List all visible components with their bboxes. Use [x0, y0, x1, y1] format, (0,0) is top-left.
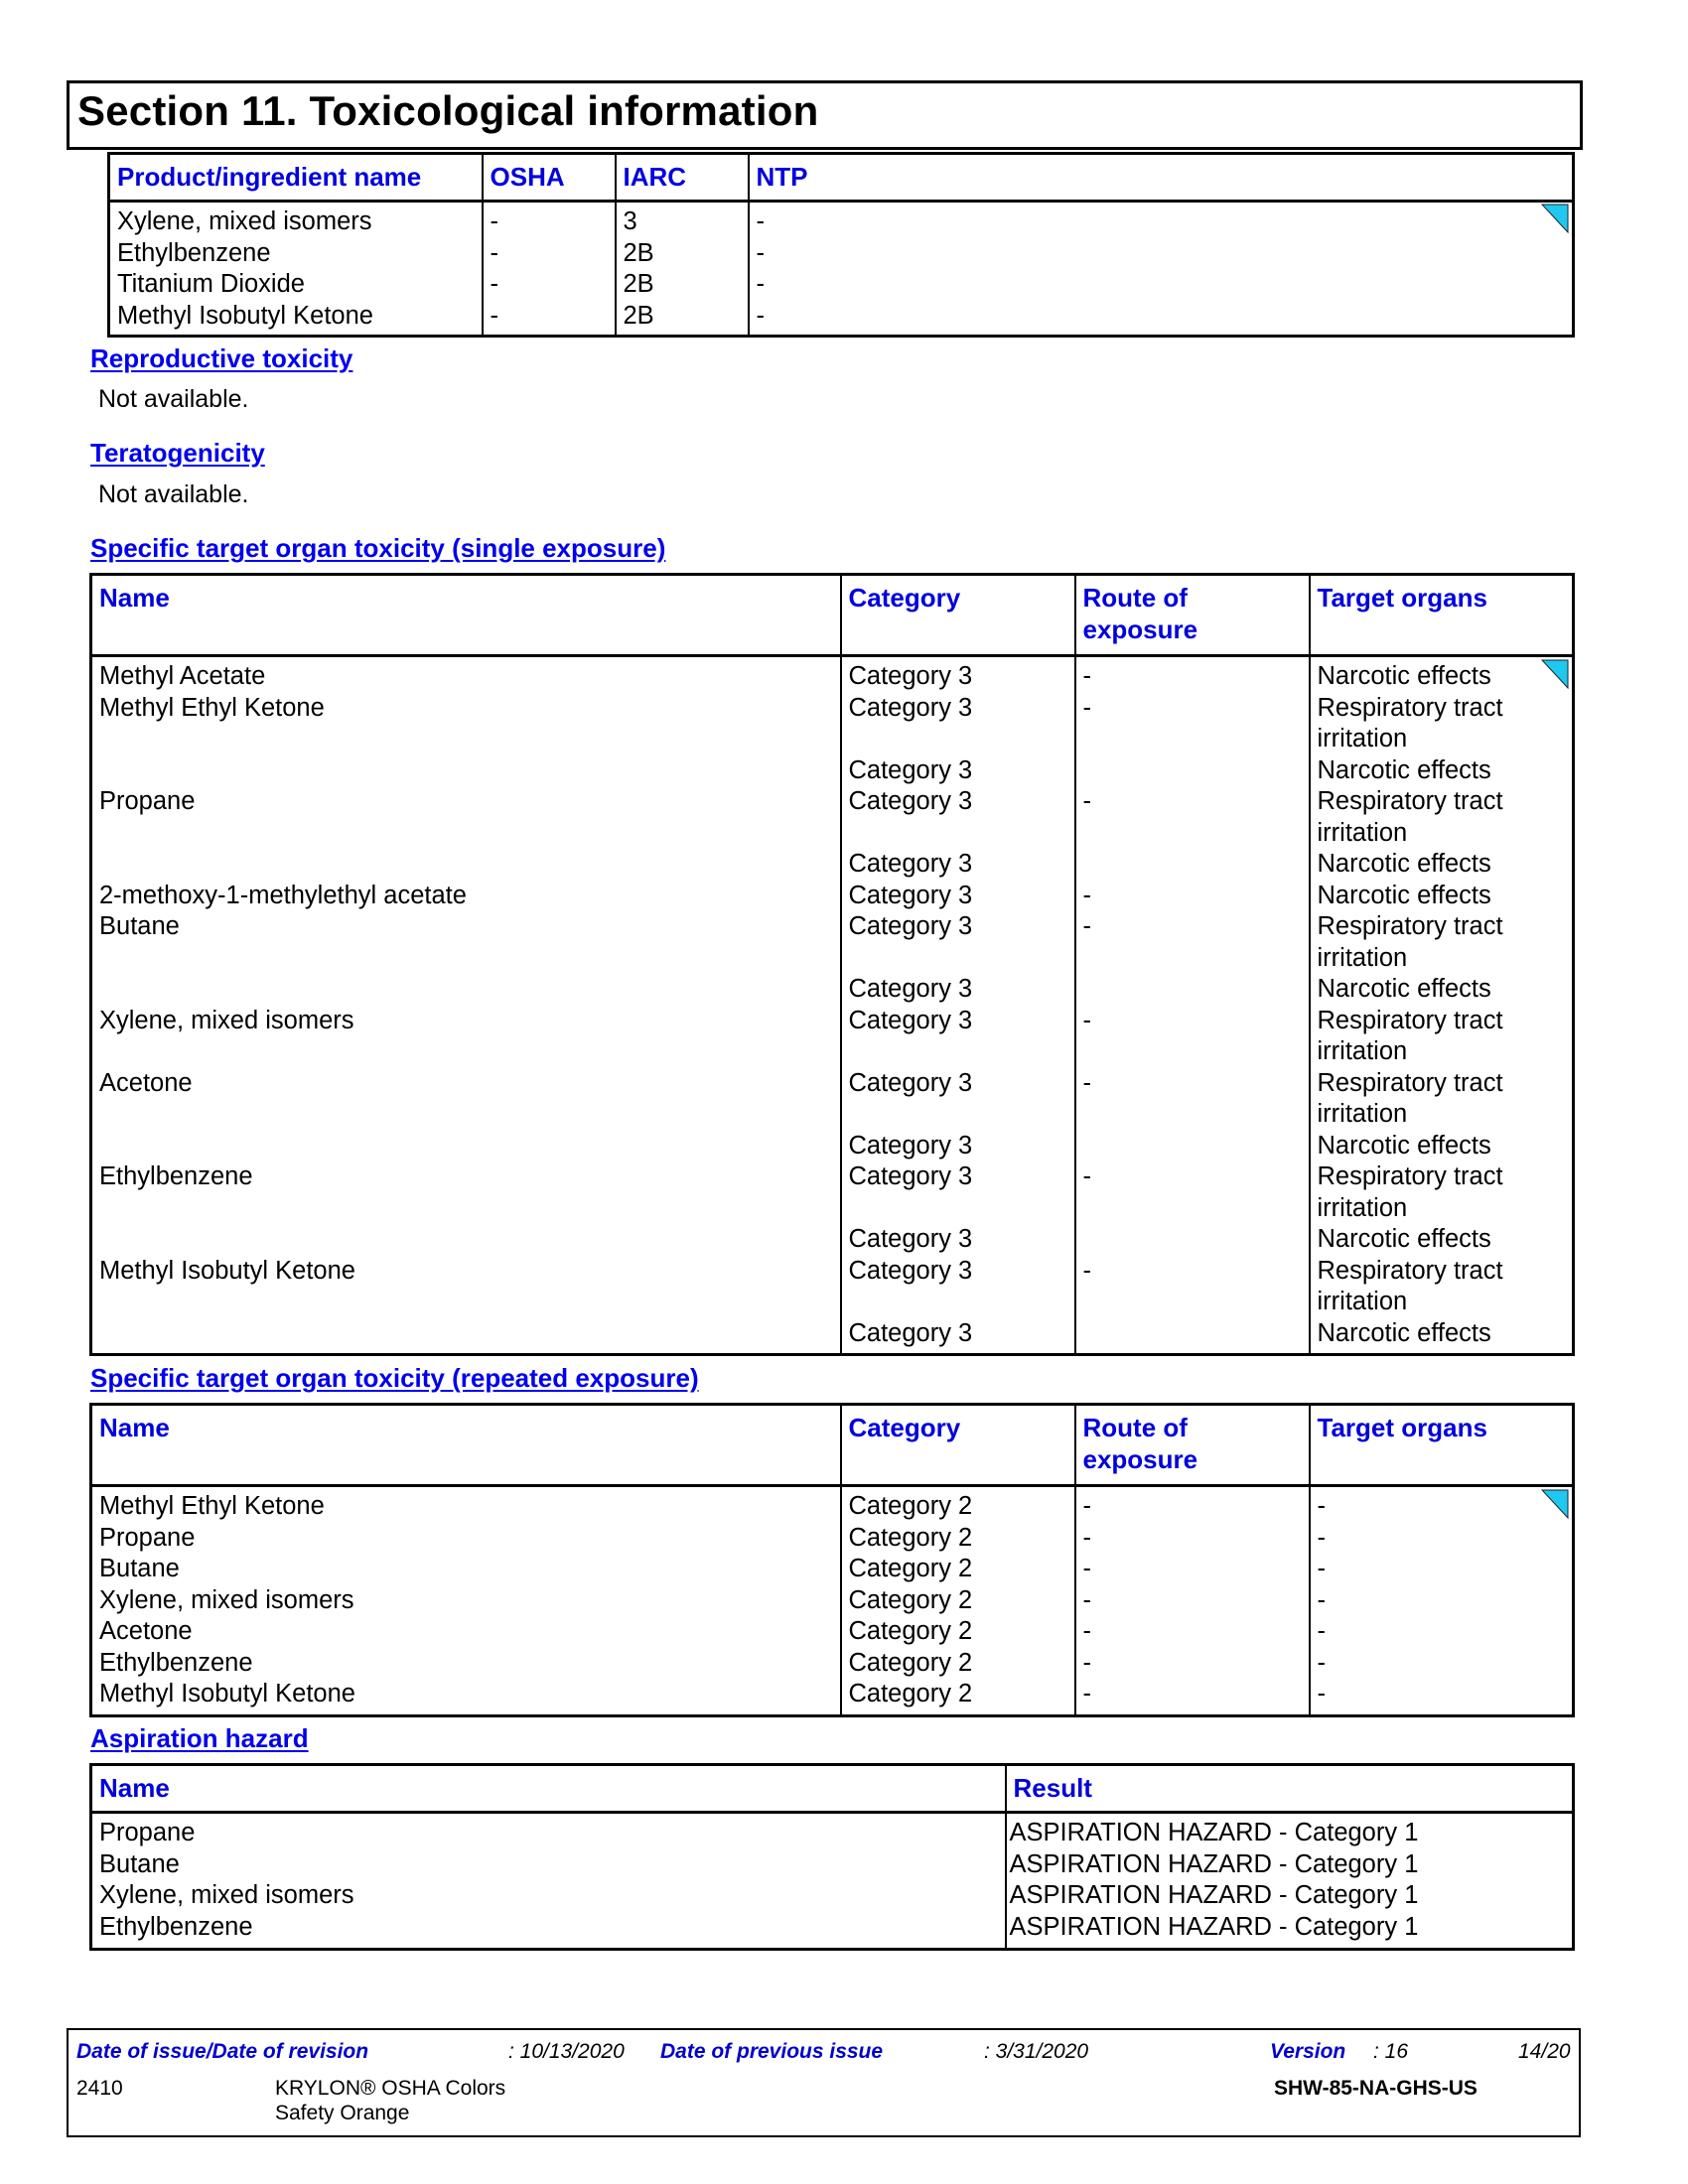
name-line: Methyl Ethyl Ketone	[99, 693, 325, 722]
name-line	[99, 1036, 835, 1068]
route-line: -	[1082, 1006, 1091, 1034]
table-row: Ethylbenzene	[117, 238, 271, 267]
name-line: Ethylbenzene	[99, 1912, 253, 1941]
category-line: Category 3	[848, 912, 973, 940]
target-line: irritation	[1317, 1037, 1408, 1065]
name-line	[99, 974, 835, 1006]
name-line: Xylene, mixed isomers	[99, 1881, 354, 1909]
target-line: Narcotic effects	[1317, 850, 1491, 878]
name-line: Butane	[99, 1555, 180, 1582]
page-footer	[67, 2028, 1581, 2137]
name-line	[99, 1318, 835, 1350]
route-line	[1083, 1318, 1304, 1350]
route-line: -	[1082, 1555, 1091, 1582]
category-line	[849, 1036, 1069, 1068]
category-line: Category 3	[848, 881, 973, 909]
route-line: -	[1082, 1523, 1091, 1552]
reproductive-toxicity-heading: Reproductive toxicity	[90, 343, 353, 373]
aspiration-hazard-heading: Aspiration hazard	[90, 1723, 309, 1753]
reproductive-toxicity-text: Not available.	[98, 385, 249, 413]
route-header-line: exposure	[1082, 1444, 1198, 1474]
category-line: Category 3	[848, 1162, 973, 1190]
ntp-cell	[749, 202, 1574, 337]
name-line: Xylene, mixed isomers	[99, 1006, 354, 1034]
target-line: Narcotic effects	[1317, 1225, 1491, 1253]
table-row: Methyl Isobutyl Ketone	[117, 301, 373, 330]
iarc-value: 2B	[623, 238, 654, 267]
route-line: -	[1082, 662, 1091, 690]
target-line: Narcotic effects	[1317, 662, 1491, 690]
category-line	[849, 943, 1069, 975]
target-line: -	[1317, 1648, 1326, 1677]
stot-single-heading: Specific target organ toxicity (single exposure)	[90, 533, 666, 563]
osha-value: -	[490, 207, 498, 235]
category-line: Category 2	[848, 1648, 973, 1677]
col-header-osha: OSHA	[483, 154, 616, 202]
category-line	[849, 1099, 1069, 1131]
target-line: Respiratory tract	[1317, 693, 1503, 722]
col-header-product-name: Product/ingredient name	[109, 154, 483, 202]
name-line: Methyl Isobutyl Ketone	[99, 1680, 355, 1707]
category-line: Category 3	[848, 1225, 973, 1253]
target-line: irritation	[1317, 943, 1408, 972]
target-line: Respiratory tract	[1317, 1068, 1503, 1097]
result-column	[1006, 1813, 1574, 1950]
name-line: Propane	[99, 1523, 196, 1552]
target-line: Respiratory tract	[1317, 1162, 1503, 1190]
osha-value: -	[490, 301, 498, 330]
section-header-box	[67, 80, 1583, 150]
target-line: Respiratory tract	[1317, 787, 1503, 815]
osha-value: -	[490, 238, 498, 267]
date-of-issue-label: Date of issue/Date of revision	[76, 2040, 369, 2063]
category-line: Category 2	[848, 1680, 973, 1707]
target-line: Narcotic effects	[1317, 755, 1491, 784]
col-header-name: Name	[91, 575, 841, 656]
version-label: Version	[1270, 2040, 1346, 2063]
route-line: -	[1082, 1256, 1091, 1285]
category-line: Category 3	[848, 1068, 973, 1097]
route-line: -	[1082, 881, 1091, 909]
name-line	[99, 1099, 835, 1131]
target-line: Narcotic effects	[1317, 975, 1491, 1003]
route-line	[1083, 1224, 1304, 1256]
stot-single-table	[89, 573, 1575, 1356]
route-header-line: exposure	[1082, 614, 1198, 644]
aspiration-hazard-table	[89, 1763, 1575, 1951]
col-header-category: Category	[841, 575, 1075, 656]
category-line: Category 3	[848, 850, 973, 878]
result-line: ASPIRATION HAZARD - Category 1	[1009, 1819, 1419, 1846]
osha-value: -	[490, 270, 498, 298]
target-line: irritation	[1317, 725, 1408, 752]
osha-cell	[483, 202, 616, 337]
stot-repeated-heading: Specific target organ toxicity (repeated exposure)	[90, 1363, 699, 1393]
route-line: -	[1082, 693, 1091, 722]
table-row: Titanium Dioxide	[117, 270, 305, 298]
name-line: Methyl Acetate	[99, 662, 266, 690]
route-line	[1083, 755, 1304, 787]
target-line: -	[1317, 1680, 1326, 1707]
product-name: KRYLON® OSHA Colors	[275, 2077, 506, 2100]
ntp-value: -	[756, 238, 765, 267]
carcinogenicity-table	[107, 152, 1575, 338]
section-title: Section 11. Toxicological information	[77, 87, 819, 134]
ingredient-name-cell	[109, 202, 483, 337]
col-header-ntp: NTP	[749, 154, 1574, 202]
category-line	[849, 1287, 1069, 1318]
target-line: -	[1317, 1555, 1326, 1582]
target-line: irritation	[1317, 818, 1408, 847]
version-value: : 16	[1373, 2040, 1409, 2063]
route-line	[1083, 974, 1304, 1006]
ntp-value: -	[756, 301, 765, 330]
category-line: Category 3	[848, 662, 973, 690]
iarc-value: 3	[623, 207, 637, 235]
category-line: Category 3	[848, 1131, 973, 1160]
name-line: 2-methoxy-1-methylethyl acetate	[99, 881, 467, 909]
target-line: irritation	[1317, 1288, 1408, 1315]
target-line: Narcotic effects	[1317, 881, 1491, 909]
col-header-name: Name	[91, 1765, 1006, 1813]
category-line	[849, 1193, 1069, 1225]
name-column	[91, 1486, 841, 1716]
name-line	[99, 755, 835, 787]
target-line: -	[1317, 1523, 1326, 1552]
category-line: Category 2	[848, 1585, 973, 1614]
name-line: Butane	[99, 912, 180, 940]
route-line: -	[1082, 1585, 1091, 1614]
route-line: -	[1082, 1617, 1091, 1645]
date-of-previous-issue-label: Date of previous issue	[660, 2040, 884, 2063]
target-line: Respiratory tract	[1317, 1006, 1503, 1034]
route-line: -	[1082, 1162, 1091, 1190]
category-line: Category 3	[848, 1006, 973, 1034]
route-line: -	[1082, 787, 1091, 815]
name-line	[99, 1224, 835, 1256]
category-line: Category 2	[848, 1555, 973, 1582]
iarc-value: 2B	[623, 270, 654, 298]
target-line: irritation	[1317, 1100, 1408, 1128]
name-line	[99, 1193, 835, 1225]
iarc-cell	[616, 202, 749, 337]
col-header-target-organs: Target organs	[1310, 1405, 1574, 1486]
target-line: irritation	[1317, 1193, 1408, 1222]
route-line: -	[1082, 1648, 1091, 1677]
route-line	[1083, 1287, 1304, 1318]
name-column	[91, 656, 841, 1355]
name-line: Propane	[99, 787, 196, 815]
route-line: -	[1082, 1492, 1091, 1520]
document-code: SHW-85-NA-GHS-US	[1274, 2077, 1477, 2100]
category-column	[841, 1486, 1075, 1716]
target-line: -	[1317, 1585, 1326, 1614]
col-header-route	[1075, 575, 1310, 656]
route-column	[1075, 656, 1310, 1355]
name-line	[99, 943, 835, 975]
col-header-route	[1075, 1405, 1310, 1486]
route-line: -	[1082, 1680, 1091, 1707]
name-line: Acetone	[99, 1617, 193, 1645]
target-line: Respiratory tract	[1317, 912, 1503, 940]
category-line	[849, 724, 1069, 755]
name-line	[99, 1131, 835, 1162]
name-column	[91, 1813, 1006, 1950]
name-line: Methyl Ethyl Ketone	[99, 1492, 325, 1520]
category-column	[841, 656, 1075, 1355]
name-line	[99, 724, 835, 755]
route-line: -	[1082, 912, 1091, 940]
category-line: Category 3	[848, 1318, 973, 1347]
category-line: Category 3	[848, 693, 973, 722]
name-line	[99, 1287, 835, 1318]
target-line: Respiratory tract	[1317, 1256, 1503, 1285]
product-code: 2410	[76, 2077, 123, 2100]
teratogenicity-heading: Teratogenicity	[90, 438, 265, 468]
date-of-issue-value: : 10/13/2020	[508, 2040, 625, 2063]
route-line	[1083, 849, 1304, 881]
stot-repeated-table	[89, 1403, 1575, 1717]
target-organs-column	[1310, 1486, 1574, 1716]
route-line: -	[1082, 1068, 1091, 1097]
category-line: Category 3	[848, 787, 973, 815]
result-line: ASPIRATION HAZARD - Category 1	[1009, 1912, 1419, 1941]
route-line	[1083, 818, 1304, 850]
route-line	[1083, 943, 1304, 975]
name-line	[99, 849, 835, 881]
category-line: Category 3	[848, 1256, 973, 1285]
ntp-value: -	[756, 270, 765, 298]
teratogenicity-text: Not available.	[98, 480, 249, 508]
name-line	[99, 818, 835, 850]
route-line	[1083, 1099, 1304, 1131]
category-line: Category 2	[848, 1523, 973, 1552]
category-line: Category 2	[848, 1492, 973, 1520]
route-header-line: Route of	[1082, 583, 1188, 613]
col-header-result: Result	[1006, 1765, 1574, 1813]
category-line	[849, 818, 1069, 850]
result-line: ASPIRATION HAZARD - Category 1	[1009, 1881, 1419, 1909]
target-line: Narcotic effects	[1317, 1318, 1491, 1347]
name-line: Propane	[99, 1819, 196, 1846]
col-header-category: Category	[841, 1405, 1075, 1486]
col-header-target-organs: Target organs	[1310, 575, 1574, 656]
name-line: Ethylbenzene	[99, 1648, 253, 1677]
target-line: Narcotic effects	[1317, 1131, 1491, 1160]
target-line: -	[1317, 1492, 1326, 1520]
product-variant: Safety Orange	[275, 2102, 410, 2124]
name-line: Butane	[99, 1849, 180, 1878]
route-line	[1083, 724, 1304, 755]
route-column	[1075, 1486, 1310, 1716]
category-line: Category 3	[848, 755, 973, 784]
name-line: Ethylbenzene	[99, 1162, 253, 1190]
ntp-value: -	[756, 207, 765, 235]
route-line	[1083, 1036, 1304, 1068]
category-line: Category 2	[848, 1617, 973, 1645]
target-line: -	[1317, 1617, 1326, 1645]
target-organs-column	[1310, 656, 1574, 1355]
name-line: Xylene, mixed isomers	[99, 1585, 354, 1614]
route-line	[1083, 1193, 1304, 1225]
result-line: ASPIRATION HAZARD - Category 1	[1009, 1849, 1419, 1878]
iarc-value: 2B	[623, 301, 654, 330]
name-line: Methyl Isobutyl Ketone	[99, 1256, 355, 1285]
page-number: 14/20	[1518, 2040, 1571, 2063]
route-line	[1083, 1131, 1304, 1162]
category-line: Category 3	[848, 975, 973, 1003]
col-header-iarc: IARC	[616, 154, 749, 202]
col-header-name: Name	[91, 1405, 841, 1486]
route-header-line: Route of	[1082, 1413, 1188, 1442]
table-row: Xylene, mixed isomers	[117, 207, 372, 235]
date-of-previous-issue-value: : 3/31/2020	[984, 2040, 1089, 2063]
name-line: Acetone	[99, 1068, 193, 1097]
